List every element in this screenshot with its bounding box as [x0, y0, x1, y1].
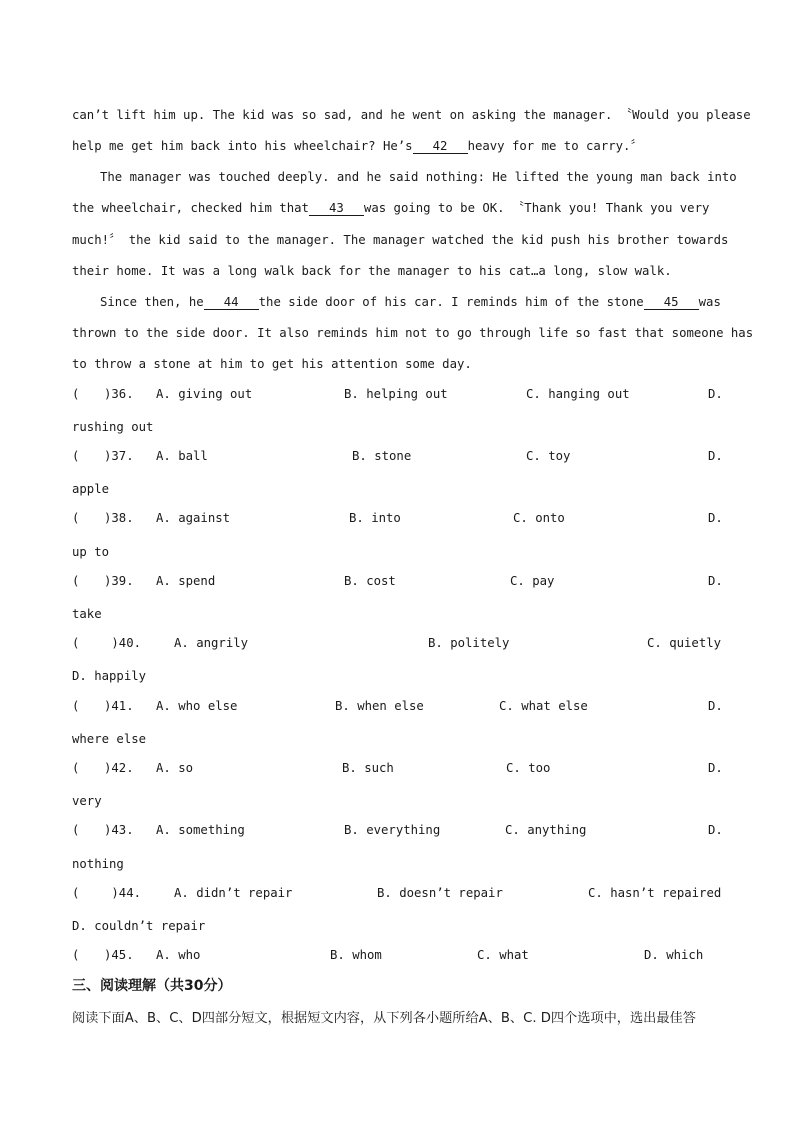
option-d-label[interactable]: D. which: [644, 948, 704, 962]
question-number: ( )36.: [72, 387, 134, 401]
option-c[interactable]: C. too: [506, 761, 551, 775]
blank-42[interactable]: 42: [413, 140, 468, 154]
question-43: [72, 822, 724, 838]
option-d-text: take: [72, 607, 102, 621]
option-d-text[interactable]: D. happily: [72, 669, 147, 683]
question-number: ( )45.: [72, 948, 134, 962]
question-38: [72, 510, 724, 526]
option-d-label[interactable]: D.: [708, 761, 723, 775]
option-c[interactable]: C. quietly: [647, 636, 722, 650]
option-a[interactable]: A. something: [156, 823, 245, 837]
option-c[interactable]: C. what: [477, 948, 529, 962]
option-a[interactable]: A. so: [156, 761, 194, 775]
option-d-text[interactable]: D. couldn’t repair: [72, 919, 206, 933]
passage-text: heavy for me to carry.〞: [467, 139, 643, 153]
passage-line-1: can’t lift him up. The kid was so sad, and he went on asking the manager. 〝Would you please: [72, 108, 751, 122]
option-a[interactable]: A. against: [156, 511, 231, 525]
option-d-text: where else: [72, 732, 147, 746]
option-a[interactable]: A. didn’t repair: [174, 886, 293, 900]
option-c[interactable]: C. what else: [499, 699, 588, 713]
option-d-label[interactable]: D.: [708, 574, 723, 588]
question-42: [72, 760, 724, 776]
question-number: ( )39.: [72, 574, 134, 588]
option-c[interactable]: C. onto: [513, 511, 565, 525]
option-d-label[interactable]: D.: [708, 387, 723, 401]
question-41: [72, 698, 724, 714]
question-number: ( )38.: [72, 511, 134, 525]
passage-line-3: The manager was touched deeply. and he said nothing: He lifted the young man back into: [100, 170, 737, 184]
question-44: [72, 885, 724, 901]
passage-line-9: to throw a stone at him to get his attention some day.: [72, 357, 472, 371]
blank-44[interactable]: 44: [204, 296, 259, 310]
question-number: ( )42.: [72, 761, 134, 775]
passage-line-6: their home. It was a long walk back for the manager to his cat…a long, slow walk.: [72, 264, 672, 278]
question-36: [72, 386, 724, 402]
passage-text: Since then, he: [100, 295, 204, 309]
passage-line-8: thrown to the side door. It also reminds him not to go through life so fast that someone has: [72, 326, 754, 340]
passage-line-4: [72, 200, 709, 216]
passage-text: the wheelchair, checked him that: [72, 201, 309, 215]
blank-43[interactable]: 43: [309, 202, 364, 216]
option-c[interactable]: C. hasn’t repaired: [588, 886, 722, 900]
option-b[interactable]: B. such: [342, 761, 394, 775]
option-b[interactable]: B. everything: [344, 823, 441, 837]
option-b[interactable]: B. politely: [428, 636, 510, 650]
option-c[interactable]: C. pay: [510, 574, 555, 588]
question-39: [72, 573, 724, 589]
option-a[interactable]: A. who else: [156, 699, 238, 713]
option-b[interactable]: B. helping out: [344, 387, 448, 401]
question-number: ( )41.: [72, 699, 134, 713]
option-d-label[interactable]: D.: [708, 823, 723, 837]
option-d-text: nothing: [72, 857, 124, 871]
option-a[interactable]: A. angrily: [174, 636, 249, 650]
question-40: [72, 635, 724, 651]
passage-text: the side door of his car. I reminds him of the stone: [258, 295, 644, 309]
option-a[interactable]: A. giving out: [156, 387, 253, 401]
passage-text: was: [698, 295, 721, 309]
option-d-text: very: [72, 794, 102, 808]
question-number: ( )37.: [72, 449, 134, 463]
passage-line-7: [100, 294, 721, 310]
option-d-label[interactable]: D.: [708, 699, 723, 713]
option-b[interactable]: B. cost: [344, 574, 396, 588]
option-b[interactable]: B. doesn’t repair: [377, 886, 503, 900]
question-45: [72, 947, 724, 963]
question-number: ( )43.: [72, 823, 134, 837]
blank-45[interactable]: 45: [644, 296, 699, 310]
option-b[interactable]: B. when else: [335, 699, 424, 713]
option-c[interactable]: C. toy: [526, 449, 571, 463]
passage-text: help me get him back into his wheelchair? He’s: [72, 139, 413, 153]
option-c[interactable]: C. anything: [505, 823, 587, 837]
section-title: 三、阅读理解（共30分）: [72, 978, 232, 994]
option-a[interactable]: A. ball: [156, 449, 208, 463]
section-instruction: 阅读下面A、B、C、D四部分短文，根据短文内容，从下列各小题所给A、B、C. D四个选项中，选出最佳答: [72, 1011, 696, 1026]
question-37: [72, 448, 724, 464]
option-a[interactable]: A. spend: [156, 574, 216, 588]
option-b[interactable]: B. stone: [352, 449, 412, 463]
option-c[interactable]: C. hanging out: [526, 387, 630, 401]
option-a[interactable]: A. who: [156, 948, 201, 962]
passage-line-5: much!〞 the kid said to the manager. The manager watched the kid push his brother towards: [72, 233, 729, 247]
passage-line-2: [72, 138, 643, 154]
passage-text: was going to be OK. 〝Thank you! Thank you very: [363, 201, 710, 215]
option-d-text: up to: [72, 545, 110, 559]
option-d-label[interactable]: D.: [708, 449, 723, 463]
option-d-label[interactable]: D.: [708, 511, 723, 525]
question-number: ( )44.: [72, 886, 142, 900]
option-d-text: apple: [72, 482, 110, 496]
question-number: ( )40.: [72, 636, 142, 650]
option-d-text: rushing out: [72, 420, 154, 434]
option-b[interactable]: B. whom: [330, 948, 382, 962]
option-b[interactable]: B. into: [349, 511, 401, 525]
